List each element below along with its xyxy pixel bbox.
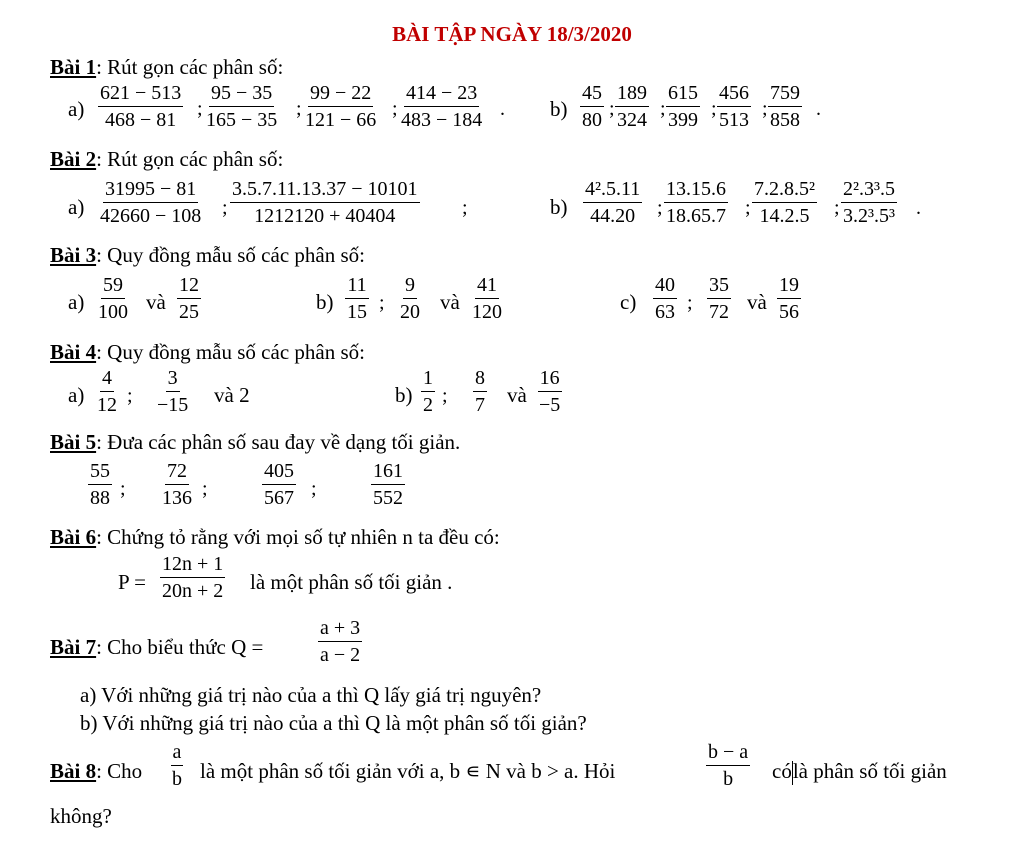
bai3-a-label: a)	[68, 290, 85, 314]
fraction: $\frac{13.15.6}{18.65.7}$	[666, 178, 726, 227]
bai5-text: : Đưa các phân số sau đay về dạng tối giản.	[96, 430, 461, 454]
bai6-lhs: P =	[118, 570, 146, 594]
bai7-heading	[50, 635, 263, 659]
bai1-text: : Rút gọn các phân số:	[96, 55, 284, 79]
bai4-text: : Quy đồng mẫu số các phân số:	[96, 340, 365, 364]
bai6-text: : Chứng tỏ rằng với mọi số tự nhiên n ta đều có:	[96, 525, 500, 549]
bai1-heading	[50, 55, 283, 79]
fraction: $\frac{414 - 23}{483 - 184}$	[401, 82, 483, 131]
fraction: $\frac{19}{56}$	[779, 274, 799, 323]
fraction: $\frac{1}{2}$	[423, 367, 433, 416]
fraction: $\frac{72}{136}$	[162, 460, 192, 509]
bai7-question-a: a) Với những giá trị nào của a thì Q lấy giá trị nguyên?	[80, 683, 542, 707]
bai2-b-label: b)	[550, 195, 568, 219]
fraction: $\frac{615}{399}$	[668, 82, 698, 131]
fraction: $\frac{161}{552}$	[373, 460, 403, 509]
bai7-text: : Cho biểu thức Q =	[96, 635, 264, 659]
bai4-heading	[50, 340, 365, 364]
bai5-heading	[50, 430, 460, 454]
bai3-b-label: b)	[316, 290, 334, 314]
fraction: $\frac{405}{567}$	[264, 460, 294, 509]
fraction: $\frac{95 - 35}{165 - 35}$	[206, 82, 278, 131]
fraction: $\frac{b - a}{b}$	[708, 741, 749, 790]
fraction: $\frac{9}{20}$	[400, 274, 420, 323]
fraction: $\frac{\text{4².5.11}}{44.20}$	[585, 178, 641, 227]
bai3-text: : Quy đồng mẫu số các phân số:	[96, 243, 365, 267]
bai6-tail: là một phân số tối giản .	[250, 570, 453, 594]
bai3-label: Bài 3	[50, 243, 97, 267]
fraction: $\frac{\text{2².3³.5}}{\text{3.2³.5³}}$	[843, 178, 895, 227]
bai2-a-label: a)	[68, 195, 85, 219]
fraction: $\frac{40}{63}$	[655, 274, 675, 323]
fraction: $\frac{41}{120}$	[472, 274, 502, 323]
bai1-a-label: a)	[68, 97, 85, 121]
fraction: $\frac{8}{7}$	[475, 367, 485, 416]
fraction: $\frac{12n + 1}{20n + 2}$	[162, 553, 224, 602]
fraction: $\frac{3}{-15}$	[157, 367, 189, 416]
fraction: $\frac{45}{80}$	[582, 82, 602, 131]
fraction: $\frac{12}{25}$	[179, 274, 199, 323]
fraction: $\frac{189}{324}$	[617, 82, 647, 131]
bai7-question-b: b) Với những giá trị nào của a thì Q là một phân số tối giản?	[80, 711, 587, 735]
fraction: $\frac{31995 - 81}{42660 - 108}$	[100, 178, 202, 227]
bai3-heading	[50, 243, 365, 267]
bai8-heading	[50, 759, 142, 783]
bai8-line2: không?	[50, 804, 112, 828]
bai8-pre: : Cho	[96, 759, 143, 783]
fraction: $\frac{11}{15}$	[347, 274, 367, 323]
bai3-c-label: c)	[620, 290, 637, 314]
bai6-heading	[50, 525, 500, 549]
fraction: $\frac{3.5.7.11.13.37 - 10101}{1212120 + 40404}$	[232, 178, 418, 227]
bai4-label: Bài 4	[50, 340, 97, 364]
bai2-text: : Rút gọn các phân số:	[96, 147, 284, 171]
bai2-heading	[50, 147, 283, 171]
bai8-label: Bài 8	[50, 759, 97, 783]
fraction: $\frac{a + 3}{a - 2}$	[320, 617, 361, 666]
fraction: $\frac{759}{858}$	[770, 82, 800, 131]
bai4-b-label: b)	[395, 383, 413, 407]
fraction: $\frac{4}{12}$	[97, 367, 117, 416]
fraction: $\frac{\text{7.2.8.5²}}{14.2.5}$	[754, 178, 815, 227]
page-title: BÀI TẬP NGÀY 18/3/2020	[392, 22, 632, 46]
fraction: $\frac{621 - 513}{468 - 81}$	[100, 82, 182, 131]
fraction: $\frac{a}{b}$	[172, 741, 182, 790]
bai1-b-label: b)	[550, 97, 568, 121]
fraction: $\frac{16}{-5}$	[539, 367, 561, 416]
fraction: $\frac{99 - 22}{121 - 66}$	[305, 82, 377, 131]
fraction: $\frac{59}{100}$	[98, 274, 128, 323]
bai6-label: Bài 6	[50, 525, 97, 549]
fraction: $\frac{456}{513}$	[719, 82, 749, 131]
bai1-label: Bài 1	[50, 55, 97, 79]
bai8-mid: là một phân số tối giản với a, b ∊ N và b > a. Hỏi	[200, 759, 616, 783]
fraction: $\frac{55}{88}$	[90, 460, 110, 509]
bai2-label: Bài 2	[50, 147, 97, 171]
bai7-label: Bài 7	[50, 635, 97, 659]
bai5-label: Bài 5	[50, 430, 97, 454]
bai8-tail: cólà phân số tối giản	[772, 759, 947, 785]
fraction: $\frac{35}{72}$	[709, 274, 729, 323]
bai4-a-label: a)	[68, 383, 85, 407]
